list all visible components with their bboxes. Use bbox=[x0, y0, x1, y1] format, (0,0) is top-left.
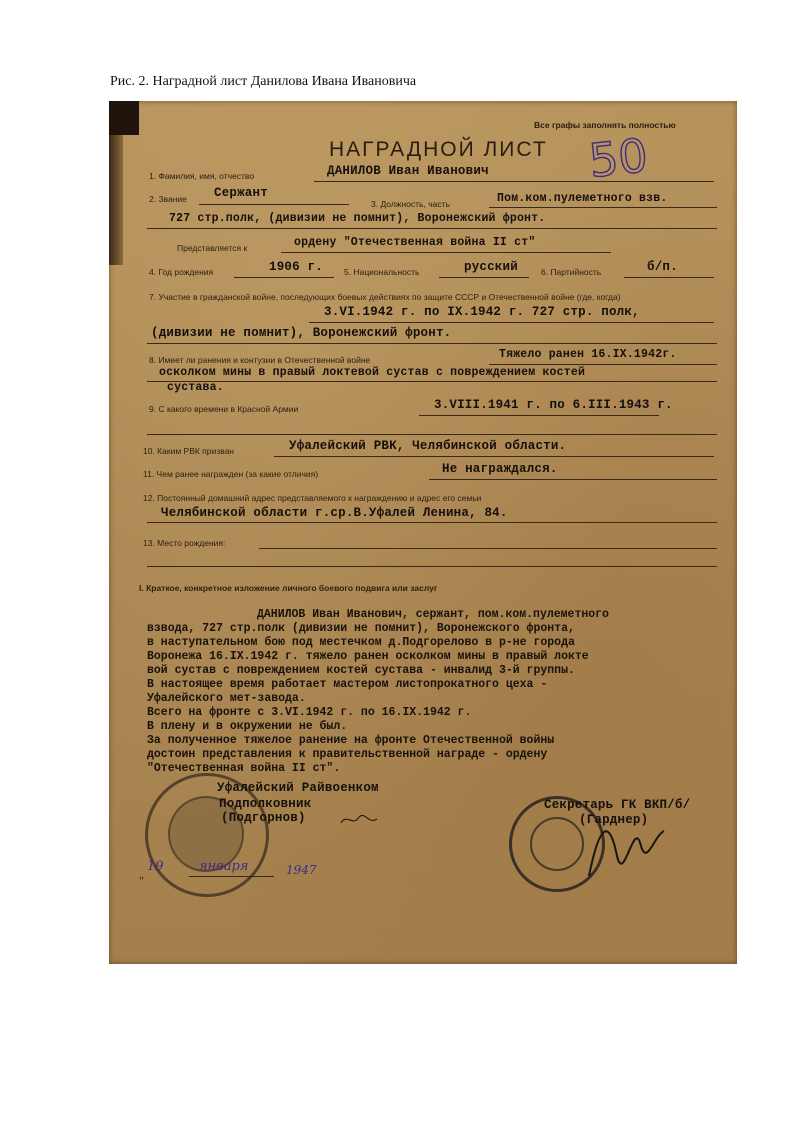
field-line bbox=[147, 434, 717, 435]
field-position-label: 3. Должность, часть bbox=[371, 199, 450, 209]
date-year: 1947 bbox=[286, 863, 317, 877]
field-war-participation-label: 7. Участие в гражданской войне, последующих боевых действиях по защите СССР и Отечественной войне (где, когда) bbox=[149, 292, 621, 302]
narrative-line: Воронежа 16.IX.1942 г. тяжело ранен осколком мины в правый локте bbox=[147, 650, 589, 663]
date-prefix: „ bbox=[139, 869, 144, 881]
field-party-label: 6. Партийность bbox=[541, 267, 602, 277]
presented-label: Представляется к bbox=[177, 243, 248, 253]
field-line bbox=[489, 207, 717, 208]
handwritten-signature-right bbox=[579, 806, 669, 886]
field-rank-label: 2. Звание bbox=[149, 194, 187, 204]
field-line bbox=[234, 277, 334, 278]
field-awards-label: 11. Чем ранее награжден (за какие отличия) bbox=[143, 469, 319, 479]
narrative-line: За полученное тяжелое ранение на фронте Отечественной войны bbox=[147, 734, 555, 747]
narrative-line: "Отечественная война II ст". bbox=[147, 762, 341, 775]
field-birthyear-label: 4. Год рождения bbox=[149, 267, 214, 277]
field-line bbox=[624, 277, 714, 278]
narrative-line: В плену и в окружении не был. bbox=[147, 720, 348, 733]
field-position-value: Пом.ком.пулеметного взв. bbox=[497, 192, 668, 205]
field-line bbox=[314, 181, 714, 182]
narrative-line: достоин представления к правительственной награде - ордену bbox=[147, 748, 548, 761]
narrative-block bbox=[147, 608, 717, 776]
narrative-line: Всего на фронте с 3.VI.1942 г. по 16.IX.1942 г. bbox=[147, 706, 472, 719]
field-line bbox=[189, 876, 274, 877]
field-line bbox=[147, 343, 717, 344]
award-sheet-document bbox=[109, 101, 737, 964]
handwritten-signature-left bbox=[339, 809, 379, 829]
field-line bbox=[489, 364, 717, 365]
narrative-line: взвода, 727 стр.полк (дивизии не помнит), Воронежского фронта, bbox=[147, 622, 575, 635]
field-line bbox=[147, 566, 717, 567]
handwritten-mark: 50 bbox=[586, 128, 651, 188]
field-line bbox=[281, 252, 611, 253]
field-line bbox=[419, 415, 659, 416]
field-birthplace-label: 13. Место рождения: bbox=[143, 538, 226, 548]
field-wounds-label: 8. Имеет ли ранения и контузии в Отечественной войне bbox=[149, 355, 371, 365]
narrative-line: ДАНИЛОВ Иван Иванович, сержант, пом.ком.пулеметного bbox=[257, 608, 609, 621]
narrative-line: в наступательном бою под местечком д.Подгорелово в р-не города bbox=[147, 636, 575, 649]
field-name-label: 1. Фамилия, имя, отчество bbox=[149, 171, 255, 181]
signer-right-title: Секретарь ГК ВКП/б/ bbox=[544, 798, 691, 812]
field-wounds-value-3: сустава. bbox=[167, 381, 224, 394]
signer-left-title: Уфалейский Райвоенком bbox=[217, 781, 379, 795]
field-birthyear-value: 1906 г. bbox=[269, 260, 323, 274]
field-wounds-value: Тяжело ранен 16.IX.1942г. bbox=[499, 348, 677, 361]
signer-left-name: (Подгорнов) bbox=[221, 811, 306, 825]
narrative-line: В настоящее время работает мастером листопрокатного цеха - bbox=[147, 678, 548, 691]
field-name-value: ДАНИЛОВ Иван Иванович bbox=[327, 164, 489, 178]
narrative-line: вой сустав с повреждением костей сустава - инвалид 3-й группы. bbox=[147, 664, 575, 677]
field-awards-value: Не награждался. bbox=[442, 462, 558, 476]
field-war-participation-value-2: (дивизии не помнит), Воронежский фронт. bbox=[151, 326, 452, 340]
top-note: Все графы заполнять полностью bbox=[534, 120, 676, 130]
field-line bbox=[309, 322, 714, 323]
narrative-line: Уфалейского мет-завода. bbox=[147, 692, 306, 705]
signer-right-name: (Гарднер) bbox=[579, 813, 649, 827]
field-line bbox=[147, 522, 717, 523]
field-line bbox=[147, 228, 717, 229]
field-position-value-2: 727 стр.полк, (дивизии не помнит), Воронежский фронт. bbox=[169, 212, 546, 225]
figure-caption: Рис. 2. Наградной лист Данилова Ивана Ивановича bbox=[110, 74, 417, 89]
field-rvk-value: Уфалейский РВК, Челябинской области. bbox=[289, 439, 567, 453]
presented-value: ордену "Отечественная война II ст" bbox=[294, 236, 536, 249]
date-month: января bbox=[199, 859, 249, 874]
field-rank-value: Сержант bbox=[214, 186, 268, 200]
field-nationality-label: 5. Национальность bbox=[344, 267, 420, 277]
field-war-participation-value: 3.VI.1942 г. по IX.1942 г. 727 стр. полк, bbox=[324, 305, 640, 319]
date-day: 19 bbox=[147, 859, 164, 874]
field-party-value: б/п. bbox=[647, 260, 678, 274]
field-army-since-value: 3.VIII.1941 г. по 6.III.1943 г. bbox=[434, 398, 673, 412]
field-line bbox=[274, 456, 714, 457]
field-wounds-value-2: осколком мины в правый локтевой сустав с повреждением костей bbox=[159, 366, 586, 379]
field-address-label: 12. Постоянный домашний адрес представляемого к награждению и адрес его семьи bbox=[143, 493, 482, 503]
field-address-value: Челябинской области г.ср.В.Уфалей Ленина, 84. bbox=[161, 506, 508, 520]
field-army-since-label: 9. С какого времени в Красной Армии bbox=[149, 404, 299, 414]
field-rvk-label: 10. Каким РВК призван bbox=[143, 446, 234, 456]
document-title: НАГРАДНОЙ ЛИСТ bbox=[329, 138, 548, 161]
signer-left-rank: Подполковник bbox=[219, 797, 312, 811]
field-line bbox=[147, 381, 717, 382]
field-line bbox=[439, 277, 529, 278]
field-line bbox=[199, 204, 349, 205]
field-line bbox=[259, 548, 717, 549]
section-title: I. Краткое, конкретное изложение личного боевого подвига или заслуг bbox=[139, 583, 438, 593]
field-line bbox=[429, 479, 717, 480]
binding-edge bbox=[109, 135, 123, 265]
binding-shadow bbox=[109, 101, 139, 135]
field-nationality-value: русский bbox=[464, 260, 518, 274]
